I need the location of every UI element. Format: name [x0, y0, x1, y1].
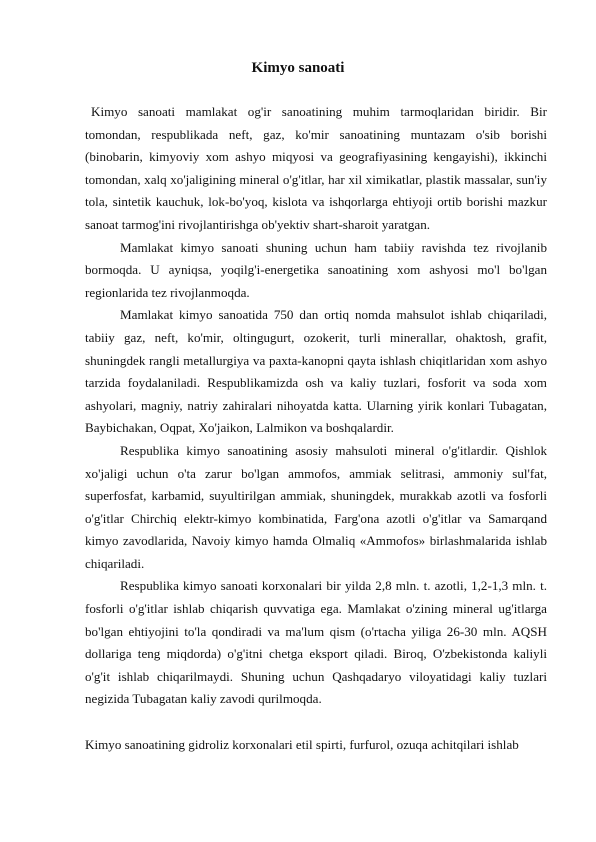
page-title: Kimyo sanoati [251, 60, 345, 76]
paragraph-capacity: Respublika kimyo sanoati korxonalari bir yilda 2,8 mln. t. azotli, 1,2-1,3 mln. t. fosforli o'g'itlar ishlab chiqarish quvvatiga ega. Mamlakat o'zining mineral ug'itlarga bo'lgan ehtiyojini to'la qondiradi va ma'lum qism (o'rtacha yiliga 26-30 mln. AQSH dollariga teng miqdorda) o'g'itni chetga eksport qiladi. Biroq, O'zbekistonda kaliyli o'g'it ishlab chiqarilmaydi. Shuning uchun Qashqadaryo viloyatidagi kaliy tuzlari negizida Tubagatan kaliy zavodi qurilmoqda. [85, 578, 547, 707]
paragraph-spacer [85, 711, 547, 734]
paragraph-fertilizers: Respublika kimyo sanoatining asosiy mahsuloti mineral o'g'itlardir. Qishlok xo'jaligi uchun o'ta zarur bo'lgan ammofos, ammiak selitrasi, ammoniy sul'fat, superfosfat, karbamid, suyultirilgan ammiak, shuningdek, murakkab azotli va fosforli o'g'itlar Chirchiq elektr-kimyo kombinatida, Farg'ona azotli o'g'itlar va Samarqand kimyo zavodlarida, Navoiy kimyo hamda Olmaliq «Ammofos» birlashmalarida ishlab chiqariladi. [85, 442, 547, 571]
document-body [85, 101, 547, 756]
paragraph-raw-materials: Mamlakat kimyo sanoatida 750 dan ortiq nomda mahsulot ishlab chiqariladi, tabiiy gaz, neft, ko'mir, oltingugurt, ozokerit, turli minerallar, ohaktosh, grafit, shuningdek rangli metallurgiya va paxta-kanopni qayta ishlash chiqitlaridan xom ashyo tarzida foydalaniladi. Respublikamizda osh va kaliy tuzlari, fosforit va soda xom ashyolari, magniy, natriy zahiralari nihoyatda katta. Ularning yirik konlari Tubagatan, Baybichakan, Oqpat, Xo'jaikon, Lalmikon va boshqalardir. [85, 307, 547, 436]
paragraph-hydrolysis: Kimyo sanoatining gidroliz korxonalari etil spirti, furfurol, ozuqa achitqilari ishlab [85, 736, 519, 752]
paragraph-intro: Kimyo sanoati mamlakat og'ir sanoatining muhim tarmoqlaridan biridir. Bir tomondan, respublikada neft, gaz, ko'mir sanoatining muntazam o'sib borishi (binobarin, kimyoviy xom ashyo miqyosi va geografiyasining kengayishi), ikkinchi tomondan, xalq xo'jaligining mineral o'g'itlar, har xil ximikatlar, plastik massalar, sun'iy tola, sintetik kauchuk, lok-bo'yoq, kislota va ishqorlarga ehtiyoji ortib borishi mazkur sanoat tarmog'ini rivojlantirishga ob'yektiv shart-sharoit yaratgan. [85, 104, 547, 232]
paragraph-development: Mamlakat kimyo sanoati shuning uchun ham tabiiy ravishda tez rivojlanib bormoqda. U ayniqsa, yoqilg'i-energetika sanoatining xom ashyosi mo'l bo'lgan regionlarida tez rivojlanmoqda. [85, 239, 547, 300]
